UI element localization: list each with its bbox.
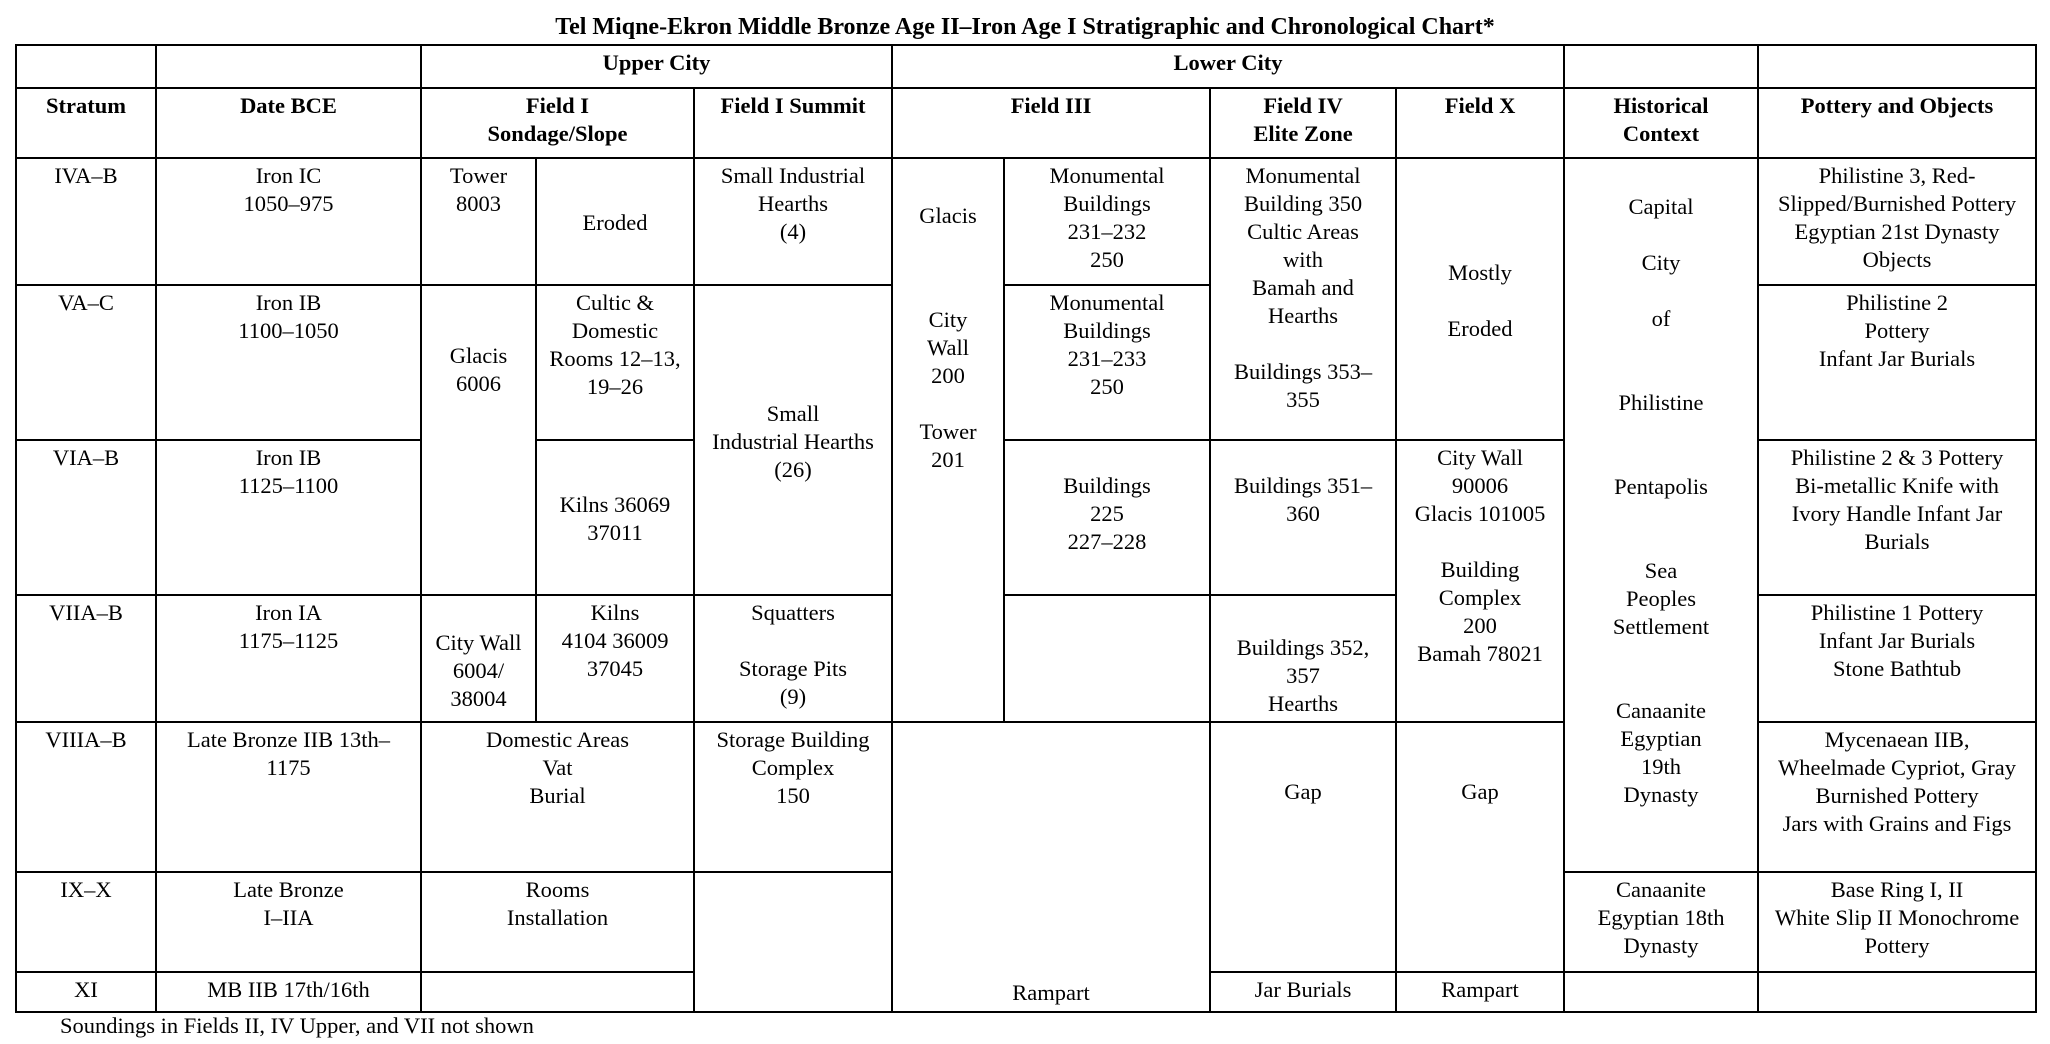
date-cell: Late Bronze I–IIA (156, 872, 421, 972)
field1-rooms: Rooms Installation (421, 872, 694, 972)
pottery-cell: Philistine 3, Red- Slipped/Burnished Pottery Egyptian 21st Dynasty Objects (1758, 158, 2036, 285)
field4-gap: Gap (1210, 722, 1396, 972)
field3-header: Field III (892, 88, 1210, 158)
pottery-header: Pottery and Objects (1758, 88, 2036, 158)
field3-empty-cell (1004, 595, 1210, 722)
field4-header: Field IV Elite Zone (1210, 88, 1396, 158)
field1-summit-storage: Storage Building Complex 150 (694, 722, 892, 872)
field1-cultic: Cultic & Domestic Rooms 12–13, 19–26 (536, 285, 694, 440)
field3-rampart: Rampart (892, 722, 1210, 1012)
field1-tower: Tower 8003 (421, 158, 536, 285)
date-cell: Iron IA 1175–1125 (156, 595, 421, 722)
date-cell: Iron IB 1125–1100 (156, 440, 421, 595)
field1-eroded: Eroded (536, 158, 694, 285)
field1-summit-empty (694, 872, 892, 1012)
pottery-cell: Base Ring I, II White Slip II Monochrome Pottery (1758, 872, 2036, 972)
field1-domestic: Domestic Areas Vat Burial (421, 722, 694, 872)
pottery-cell: Philistine 2 Pottery Infant Jar Burials (1758, 285, 2036, 440)
fieldx-gap: Gap (1396, 722, 1564, 972)
fieldx-header: Field X (1396, 88, 1564, 158)
field3-monumental-1: Monumental Buildings 231–232 250 (1004, 158, 1210, 285)
field3-glacis: Glacis (919, 203, 977, 228)
field4-buildings-352: Buildings 352, 357 Hearths (1210, 595, 1396, 722)
historical-capital: Capital City of Philistine Pentapolis Sea Peoples Settlement Canaanite Egyptian 19th Dynasty (1564, 158, 1758, 872)
field3-buildings: Buildings 225 227–228 (1004, 440, 1210, 595)
field1-summit-hearths-26: Small Industrial Hearths (26) (694, 285, 892, 595)
historical-header: Historical Context (1564, 88, 1758, 158)
date-cell: Iron IB 1100–1050 (156, 285, 421, 440)
field1-glacis: Glacis 6006 (421, 285, 536, 595)
field1-summit-hearths-4: Small Industrial Hearths (4) (694, 158, 892, 285)
field3-city-wall: City Wall 200 Tower 201 (919, 307, 977, 472)
stratum-cell: VIA–B (16, 440, 156, 595)
field1-kilns-b: Kilns 4104 36009 37045 (536, 595, 694, 722)
fieldx-rampart: Rampart (1396, 972, 1564, 1012)
stratum-cell: IVA–B (16, 158, 156, 285)
pottery-cell: Philistine 2 & 3 Pottery Bi-metallic Knife with Ivory Handle Infant Jar Burials (1758, 440, 2036, 595)
field1-kilns-a: Kilns 36069 37011 (536, 440, 694, 595)
date-header: Date BCE (156, 88, 421, 158)
blank-header-cell (1564, 45, 1758, 88)
stratum-cell: XI (16, 972, 156, 1012)
lower-city-header: Lower City (892, 45, 1564, 88)
stratum-cell: VA–C (16, 285, 156, 440)
fieldx-eroded: Mostly Eroded (1396, 158, 1564, 440)
blank-header-cell (156, 45, 421, 88)
stratigraphic-table (15, 44, 2037, 1013)
pottery-cell: Philistine 1 Pottery Infant Jar Burials Stone Bathtub (1758, 595, 2036, 722)
stratum-header: Stratum (16, 88, 156, 158)
field3-fortification (892, 158, 1004, 722)
field1-empty-cell (421, 972, 694, 1012)
date-cell: Iron IC 1050–975 (156, 158, 421, 285)
field1-city-wall: City Wall 6004/ 38004 (421, 595, 536, 722)
date-cell: MB IIB 17th/16th (156, 972, 421, 1012)
historical-egyptian-18th: Canaanite Egyptian 18th Dynasty (1564, 872, 1758, 972)
field1-summit-header: Field I Summit (694, 88, 892, 158)
fieldx-city-wall: City Wall 90006 Glacis 101005 Building Complex 200 Bamah 78021 (1396, 440, 1564, 722)
historical-empty-cell (1564, 972, 1758, 1012)
field4-monumental: Monumental Building 350 Cultic Areas with Bamah and Hearths Buildings 353– 355 (1210, 158, 1396, 440)
field3-monumental-2: Monumental Buildings 231–233 250 (1004, 285, 1210, 440)
date-cell: Late Bronze IIB 13th– 1175 (156, 722, 421, 872)
pottery-cell: Mycenaean IIB, Wheelmade Cypriot, Gray Burnished Pottery Jars with Grains and Figs (1758, 722, 2036, 872)
field4-buildings-351: Buildings 351– 360 (1210, 440, 1396, 595)
footnote: Soundings in Fields II, IV Upper, and VII not shown (60, 1013, 534, 1038)
chart-title: Tel Miqne-Ekron Middle Bronze Age II–Iron Age I Stratigraphic and Chronological Chart* (555, 14, 1495, 40)
blank-header-cell (1758, 45, 2036, 88)
field1-summit-squatters: Squatters Storage Pits (9) (694, 595, 892, 722)
field1-sondage-header: Field I Sondage/Slope (421, 88, 694, 158)
stratum-cell: VIIA–B (16, 595, 156, 722)
field4-jar-burials: Jar Burials (1210, 972, 1396, 1012)
pottery-empty-cell (1758, 972, 2036, 1012)
blank-header-cell (16, 45, 156, 88)
stratum-cell: IX–X (16, 872, 156, 972)
stratum-cell: VIIIA–B (16, 722, 156, 872)
upper-city-header: Upper City (421, 45, 892, 88)
